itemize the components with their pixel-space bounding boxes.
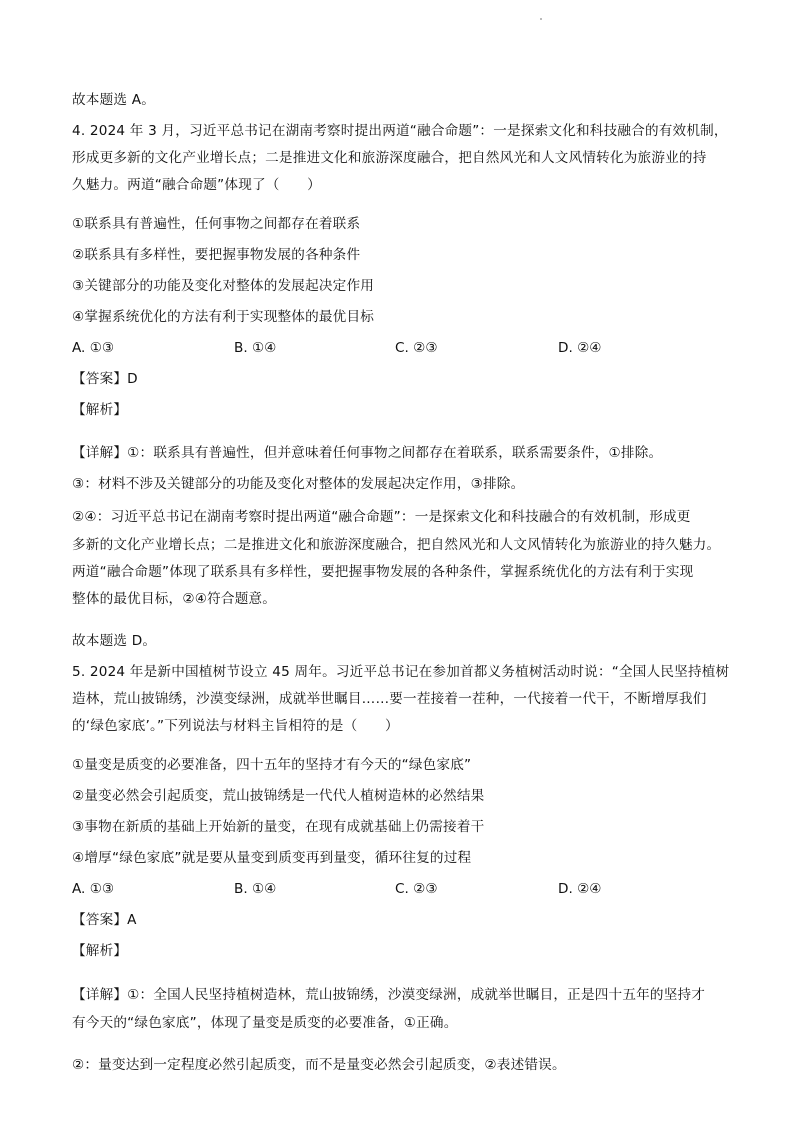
q4-detail-line-5: 两道“融合命题”体现了联系具有多样性，要把握事物发展的各种条件，掌握系统优化的方法有利于实现 — [72, 564, 694, 580]
q4-option-b: B. ①④ — [234, 340, 277, 356]
q5-statement-3: ③事物在新质的基础上开始新的量变，在现有成就基础上仍需接着干 — [72, 819, 485, 835]
q4-stem-line-1: 4. 2024 年 3 月，习近平总书记在湖南考察时提出两道“融合命题”：一是探索文化和科技融合的有效机制， — [72, 123, 728, 139]
q5-answer: 【答案】A — [72, 912, 137, 928]
q4-option-a: A. ①③ — [72, 340, 115, 356]
q5-statement-2: ②量变必然会引起质变，荒山披锦绣是一代代人植树造林的必然结果 — [72, 788, 485, 804]
q4-conclusion: 故本题选 D。 — [72, 633, 157, 649]
q4-detail-line-4: 多新的文化产业增长点；二是推进文化和旅游深度融合，把自然风光和人文风情转化为旅游业的持久魅力。 — [72, 537, 721, 553]
q4-statement-1: ①联系具有普遍性，任何事物之间都存在着联系 — [72, 216, 361, 232]
q4-answer: 【答案】D — [72, 371, 138, 387]
q5-statement-1: ①量变是质变的必要准备，四十五年的坚持才有今天的“绿色家底” — [72, 757, 472, 773]
q5-stem-line-3: 的‘绿色家底’。”下列说法与材料主旨相符的是（ ） — [72, 718, 399, 734]
q5-statement-4: ④增厚“绿色家底”就是要从量变到质变再到量变，循环往复的过程 — [72, 850, 472, 866]
q4-stem-line-3: 久魅力。两道“融合命题”体现了（ ） — [72, 177, 321, 193]
q4-options — [72, 339, 732, 357]
q5-detail-line-3: ②：量变达到一定程度必然引起质变，而不是量变必然会引起质变，②表述错误。 — [72, 1057, 566, 1073]
q4-detail-line-2: ③：材料不涉及关键部分的功能及变化对整体的发展起决定作用，③排除。 — [72, 476, 525, 492]
q4-stem-line-2: 形成更多新的文化产业增长点；二是推进文化和旅游深度融合，把自然风光和人文风情转化为旅游业的持 — [72, 150, 707, 166]
q5-option-c: C. ②③ — [395, 881, 438, 897]
q5-option-a: A. ①③ — [72, 881, 115, 897]
q4-detail-line-3: ②④：习近平总书记在湖南考察时提出两道“融合命题”：一是探索文化和科技融合的有效机制，形成更 — [72, 509, 691, 525]
q4-option-d: D. ②④ — [558, 340, 602, 356]
scan-dot — [540, 18, 542, 20]
q5-options — [72, 880, 732, 898]
q4-statement-4: ④掌握系统优化的方法有利于实现整体的最优目标 — [72, 309, 375, 325]
q4-statement-3: ③关键部分的功能及变化对整体的发展起决定作用 — [72, 278, 375, 294]
q5-detail-line-2: 有今天的“绿色家底”，体现了量变是质变的必要准备，①正确。 — [72, 1015, 458, 1031]
q4-detail-line-1: 【详解】①：联系具有普遍性，但并意味着任何事物之间都存在着联系，联系需要条件，①排除。 — [72, 445, 663, 461]
q5-stem-line-1: 5. 2024 年是新中国植树节设立 45 周年。习近平总书记在参加首都义务植树活动时说：“全国人民坚持植树 — [72, 664, 730, 680]
q4-analysis-heading: 【解析】 — [72, 402, 128, 418]
q5-option-d: D. ②④ — [558, 881, 602, 897]
q4-statement-2: ②联系具有多样性，要把握事物发展的各种条件 — [72, 247, 361, 263]
q4-option-c: C. ②③ — [395, 340, 438, 356]
q5-detail-line-1: 【详解】①：全国人民坚持植树造林，荒山披锦绣，沙漠变绿洲，成就举世瞩目，正是四十五年的坚持才 — [72, 987, 706, 1003]
q5-stem-line-2: 造林，荒山披锦绣，沙漠变绿洲，成就举世瞩目……要一茬接着一茬种，一代接着一代干，不断增厚我们 — [72, 691, 707, 707]
q4-detail-line-6: 整体的最优目标，②④符合题意。 — [72, 591, 277, 607]
q5-analysis-heading: 【解析】 — [72, 943, 128, 959]
previous-conclusion: 故本题选 A。 — [72, 92, 155, 108]
q5-option-b: B. ①④ — [234, 881, 277, 897]
